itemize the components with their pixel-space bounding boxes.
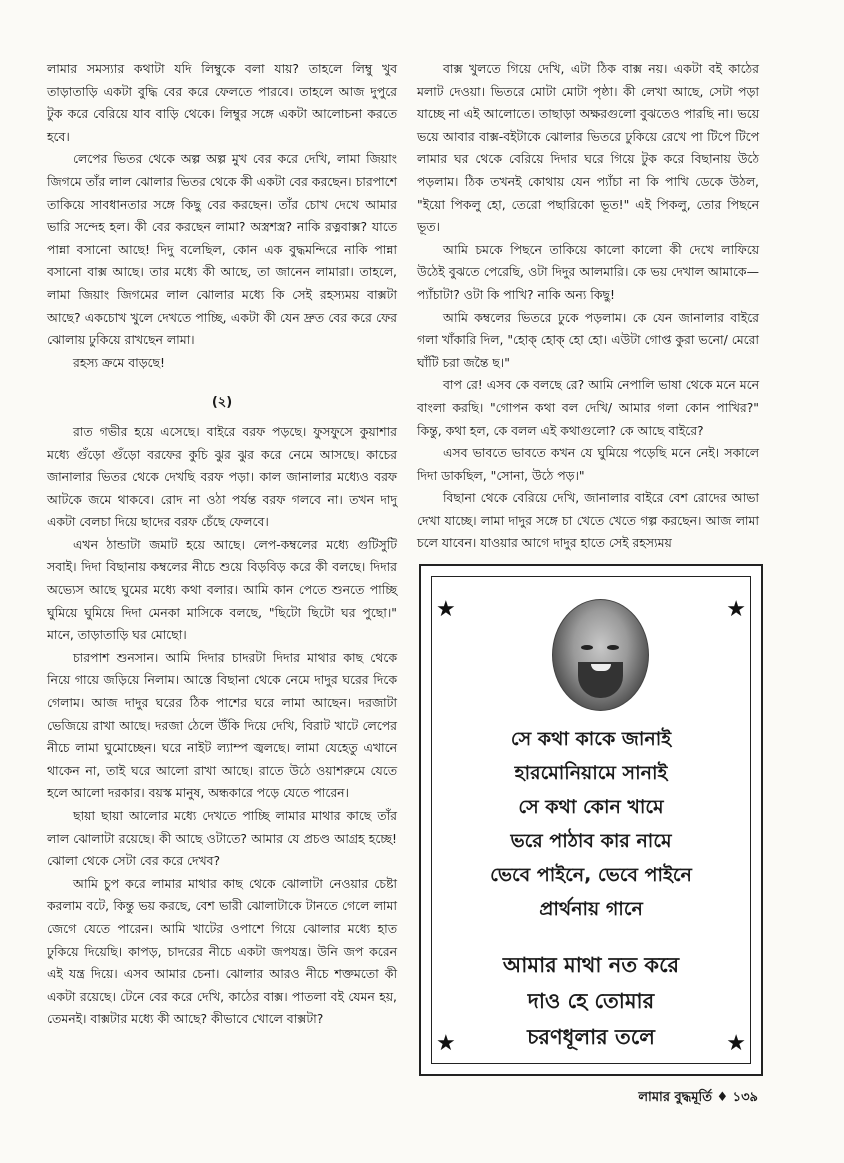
section-number: (২) xyxy=(211,395,233,411)
paragraph: লেপের ভিতর থেকে অল্প অল্প মুখ বের করে দেখি, লামা জিয়াং জিগমে তাঁর লাল ঝোলার ভিতর থেকে কী একটা বের করছেন। চারপাশে তাকিয়ে সাবধানতার সঙ্গে কিছু বের করছেন। তাঁর চোখ দেখে আমার ভারি সন্দেহ হল। কী বের করছেন লামা? অস্ত্রশস্ত্র? নাকি রত্নবাক্স? যাতে পান্না বসানো আছে! দিদু বলেছিল, কোন এক বুদ্ধমন্দিরে নাকি পান্না বসানো বাক্স আছে। তার মধ্যে কী আছে, তা জানেন লামারা। তাহলে, লামা জিয়াং জিগমের লাল ঝোলার মধ্যে কি সেই রহস্যময় বাক্সটা আছে? একচোখ খুলে দেখতে পাচ্ছি, একটা কী যেন দ্রুত বের করে ফের ঝোলায় ঢুকিয়ে রাখছেন লামা। xyxy=(47,151,397,348)
song-line: ভেবে পাইনে, ভেবে পাইনে xyxy=(490,864,692,886)
paragraph: বাপ রে! এসব কে বলছে রে? আমি নেপালি ভাষা থেকে মনে মনে বাংলা করছি। "গোপন কথা বল দেখি/ আমার গলা কোন পাখির?" কিন্তু, কথা হল, কে বলল এই কথাগুলো? কে আছে বাইরে? xyxy=(417,377,759,438)
song-verse-two xyxy=(432,947,750,1055)
song-box-inner-border xyxy=(431,576,751,1064)
paragraph: লামার সমস্যার কথাটা যদি লিম্বুকে বলা যায়? তাহলে লিম্বু খুব তাড়াতাড়ি একটা বুদ্ধি বের করে ফেলতে পারবে। তাহলে আজ দুপুরে টুক করে বেরিয়ে যাব বাড়ি থেকে। লিম্বুর সঙ্গে একটা আলোচনা করতে হবে। xyxy=(47,61,397,144)
song-line: ভরে পাঠাব কার নামে xyxy=(510,830,672,852)
star-icon: ★ xyxy=(436,1031,456,1056)
song-verse-one xyxy=(432,722,750,926)
song-line: আমার মাথা নত করে xyxy=(502,953,680,977)
song-line: হারমোনিয়ামে সানাই xyxy=(514,762,668,784)
song-box xyxy=(419,564,763,1076)
paragraph: রহস্য ক্রমে বাড়ছে! xyxy=(73,354,165,370)
star-icon: ★ xyxy=(436,597,456,622)
paragraph: বাক্স খুলতে গিয়ে দেখি, এটা ঠিক বাক্স নয়। একটা বই কাঠের মলাট দেওয়া। ভিতরে মোটা মোটা পৃষ্ঠা। কী লেখা আছে, সেটা পড়া যাচ্ছে না এই আলোতে। তাছাড়া অক্ষরগুলো বুঝতেও পারছি না। ভয়ে ভয়ে আবার বাক্স-বইটাকে ঝোলার ভিতরে ঢুকিয়ে রেখে পা টিপে টিপে লামার ঘর থেকে বেরিয়ে দিদার ঘরে গিয়ে টুক করে বিছানায় উঠে পড়লাম। ঠিক তখনই কোথায় যেন প্যাঁচা না কি পাখি ডেকে উঠল, "ইয়ো পিকলু হো, তেরো পছারিকো ভূত!" এই পিকলু, তোর পিছনে ভূত। xyxy=(417,61,759,235)
star-icon: ★ xyxy=(726,597,746,622)
paragraph: আমি চমকে পিছনে তাকিয়ে কালো কালো কী দেখে লাফিয়ে উঠেই বুঝতে পেরেছি, ওটা দিদুর আলমারি। কে ভয় দেখাল আমাকে—প্যাঁচাটা? ওটা কি পাখি? নাকি অন্য কিছু! xyxy=(417,241,759,302)
left-column xyxy=(47,58,397,1031)
portrait-image xyxy=(552,599,649,711)
paragraph: এসব ভাবতে ভাবতে কখন যে ঘুমিয়ে পড়েছি মনে নেই। সকালে দিদা ডাকছিল, "সোনা, উঠে পড়।" xyxy=(417,445,759,483)
paragraph: আমি কম্বলের ভিতরে ঢুকে পড়লাম। কে যেন জানালার বাইরে গলা খাঁকারি দিল, "হোক্ হোক্ হো হো। এউটা গোপ্ত কুরা ভনো/ মেরো ঘাঁটি চরা জন্তৈ ছ।" xyxy=(417,309,759,370)
paragraph: ছায়া ছায়া আলোর মধ্যে দেখতে পাচ্ছি লামার মাথার কাছে তাঁর লাল ঝোলাটা রয়েছে। কী আছে ওটাতে? আমার যে প্রচণ্ড আগ্রহ হচ্ছে! ঝোলা থেকে সেটা বের করে দেখব? xyxy=(47,808,397,869)
song-line: চরণধূলার তলে xyxy=(527,1025,655,1049)
paragraph: এখন ঠান্ডাটা জমাট হয়ে আছে। লেপ-কম্বলের মধ্যে গুটিসুটি সবাই। দিদা বিছানায় কম্বলের নীচে শুয়ে বিড়বিড় করে কী বলছে। দিদার অভ্যেস আছে ঘুমের মধ্যে কথা বলার। আমি কান পেতে শুনতে পাচ্ছি ঘুমিয়ে ঘুমিয়ে দিদা মেনকা মাসিকে বলছে, "ছিটো ছিটো ঘর পুছো।" মানে, তাড়াতাড়ি ঘর মোছো। xyxy=(47,536,397,643)
right-column xyxy=(417,58,759,555)
paragraph: বিছানা থেকে বেরিয়ে দেখি, জানালার বাইরে বেশ রোদের আভা দেখা যাচ্ছে। লামা দাদুর সঙ্গে চা খেতে খেতে গল্প করছেন। আজ লামা চলে যাবেন। যাওয়ার আগে দাদুর হাতে সেই রহস্যময় xyxy=(417,490,759,551)
paragraph: আমি চুপ করে লামার মাথার কাছ থেকে ঝোলাটা নেওয়ার চেষ্টা করলাম বটে, কিন্তু ভয় করছে, বেশ ভারী ঝোলাটাকে টানতে গেলে লামা জেগে যেতে পারেন। আমি খাটের ওপাশে গিয়ে ঝোলার মধ্যে হাত ঢুকিয়ে দিয়েছি। কাপড়, চাদরের নীচে একটা জপযন্ত্র। উনি জপ করেন এই যন্ত্র দিয়ে। এসব আমার চেনা। ঝোলার আরও নীচে শক্তমতো কী একটা রয়েছে। টেনে বের করে দেখি, কাঠের বাক্স। পাতলা বই যেমন হয়, তেমনই। বাক্সটার মধ্যে কী আছে? কীভাবে খোলে বাক্সটা? xyxy=(47,875,397,1027)
paragraph: চারপাশ শুনসান। আমি দিদার চাদরটা দিদার মাথার কাছ থেকে নিয়ে গায়ে জড়িয়ে নিলাম। আস্তে বিছানা থেকে নেমে দাদুর ঘরের দিকে গেলাম। আজ দাদুর ঘরের ঠিক পাশের ঘরে লামা আছেন। দরজাটা ভেজিয়ে রাখা আছে। দরজা ঠেলে উঁকি দিয়ে দেখি, বিরাট খাটে লেপের নীচে লামা ঘুমোচ্ছেন। ঘরে নাইট ল্যাম্প জ্বলছে। লামা যেহেতু এখানে থাকেন না, তাই ঘরে আলো রাখা আছে। রাতে উঠে ওয়াশরুমে যেতে হলে আলো দরকার। বয়স্ক মানুষ, অন্ধকারে পড়ে যেতে পারেন। xyxy=(47,649,397,801)
song-line: প্রার্থনায় গানে xyxy=(539,898,643,920)
page-footer: লামার বুদ্ধমূর্তি ♦ ১৩৯ xyxy=(638,1090,758,1105)
star-icon: ★ xyxy=(726,1031,746,1056)
song-line: সে কথা কাকে জানাই xyxy=(510,728,672,750)
song-line: সে কথা কোন খামে xyxy=(518,796,664,818)
song-line: দাও হে তোমার xyxy=(527,989,655,1013)
paragraph: রাত গভীর হয়ে এসেছে। বাইরে বরফ পড়ছে। ফুসফুসে কুয়াশার মধ্যে গুঁড়ো গুঁড়ো বরফের কুচি ঝুর ঝুর করে নেমে আসছে। কাচের জানালার ভিতর থেকে দেখছি বরফ পড়া। কাল জানালার মধ্যেও বরফ আটকে জমে থাকবে। রোদ না ওঠা পর্যন্ত বরফ গলবে না। তখন দাদু একটা বেলচা দিয়ে ছাদের বরফ চেঁছে ফেলবে। xyxy=(47,423,397,530)
